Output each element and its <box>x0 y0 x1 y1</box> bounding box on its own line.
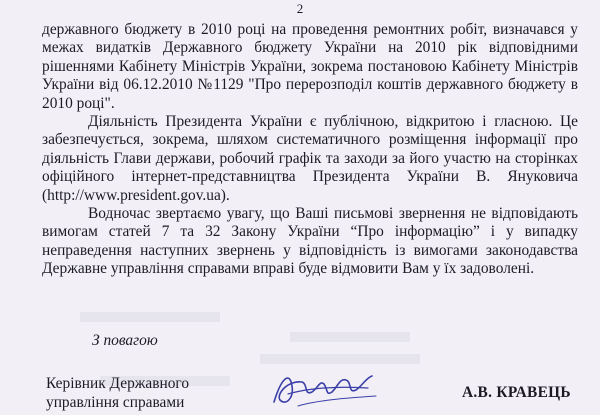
regards-line: З повагою <box>92 332 158 349</box>
paragraph-president-activity: Діяльність Президента України є публічною, відкритою і гласною. Це забезпечується, зокрема, шляхом систематичного розміщення інформації про діяльність Глави держави, робочий графік та заходи за його участю на сторінках офіційного інтернет-представництва Президента України В. Януковича (http://www.president.gov.ua). <box>42 113 578 204</box>
signer-position-line-2: управління справами <box>46 394 185 411</box>
paragraph-budget: державного бюджету в 2010 році на проведення ремонтних робіт, визначався у межах видатків Державного бюджету України на 2010 рік відповідними рішеннями Кабінету Міністрів України, зокрема постановою Кабінету Міністрів України від 06.12.2010 №1129 "Про перерозподіл коштів державного бюджету в 2010 році". <box>42 21 578 112</box>
signer-position <box>46 374 236 412</box>
signer-position-line-1: Керівник Державного <box>46 375 190 392</box>
page-number: 2 <box>296 1 304 16</box>
signer-name: А.В. КРАВЕЦЬ <box>462 384 571 401</box>
letter-body <box>42 21 578 279</box>
paragraph-requirements: Водночас звертаємо увагу, що Ваші письмові звернення не відповідають вимогам статей 7 та 32 Закону України “Про інформацію” і у випадку неправедення наступних звернень у відповідність із вимогами законодавства Державне управління справами вправі буде відмовити Вам у їх задоволені. <box>42 205 578 278</box>
handwritten-signature-icon <box>268 366 380 412</box>
